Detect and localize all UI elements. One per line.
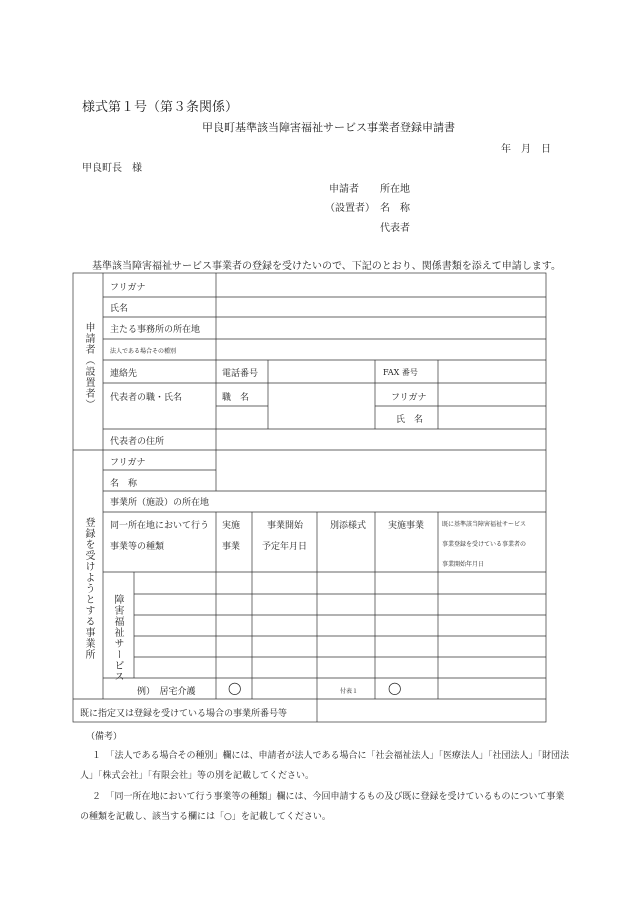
start-date-label-1: 事業開始	[267, 521, 304, 531]
office-furigana-label: フリガナ	[110, 458, 146, 468]
main-office-label: 主たる事務所の所在地	[110, 325, 201, 335]
applicant-name-label: 名 称	[380, 203, 410, 214]
jisshi-label-2: 事業	[222, 542, 241, 552]
service-label: 障害福祉サービス	[112, 594, 123, 682]
existing-label-2: 事業登録を受けている事業者の	[442, 541, 527, 548]
note-1-line-2: 人」「株式会社」「有限会社」等の別を記載してください。	[80, 771, 315, 781]
phone-label: 電話番号	[222, 369, 259, 379]
note-1-line-1: １ 「法人である場合その種別」欄には、申請者が法人である場合に「社会福祉法人」「医療法人」「社団法人」「財団法	[92, 751, 570, 761]
example-mark-implemented: ◯	[228, 681, 242, 695]
note-2-line-2: の種類を記載し、該当する欄には「○」を記載してください。	[80, 812, 331, 822]
existing-label-1: 既に基準該当障害福祉サービス	[442, 521, 527, 528]
contact-label: 連絡先	[110, 369, 138, 379]
existing-office-number-label: 既に指定又は登録を受けている場合の事業所番号等	[80, 709, 288, 719]
name-input-cell[interactable]	[217, 298, 545, 316]
main-office-input-cell[interactable]	[217, 318, 545, 338]
example-mark-service: ◯	[388, 681, 402, 695]
addressee: 甲良町長 様	[82, 163, 142, 174]
fax-label: FAX 番号	[383, 368, 418, 377]
jisshi-jigyo-label: 実施事業	[388, 521, 425, 531]
applicant-label: 申請者	[329, 184, 359, 195]
phone-input-cell[interactable]	[269, 361, 374, 382]
rep-address-label: 代表者の住所	[110, 437, 165, 447]
rep-name-input-cell[interactable]	[439, 407, 545, 428]
post-label: 職 名	[222, 393, 250, 403]
same-location-label-1: 同一所在地において行う	[110, 521, 210, 531]
furigana-label: フリガナ	[110, 283, 146, 293]
start-date-label-2: 予定年月日	[262, 542, 308, 552]
rep-name-label: 氏 名	[396, 415, 424, 425]
same-location-label-2: 事業等の種類	[110, 542, 165, 552]
applicant-location-label: 所在地	[380, 184, 410, 195]
applicant-section-label: 申請者（設置者）	[83, 322, 94, 410]
date-year-label: 年	[501, 144, 511, 155]
office-section-label: 登録を受けようとする事業所	[83, 517, 94, 660]
betten-label: 別添様式	[330, 521, 367, 531]
applicant-representative-label: 代表者	[380, 223, 410, 234]
example-betten: 付表１	[340, 688, 359, 695]
form-number: 様式第１号（第３条関係）	[82, 100, 239, 115]
jisshi-label-1: 実施	[222, 521, 241, 531]
date-month-label: 月	[521, 144, 531, 155]
intro-text: 基準該当障害福祉サービス事業者の登録を受けたいので、下記のとおり、関係書類を添えて申請します。	[92, 261, 561, 272]
existing-label-3: 事業開始年月日	[442, 561, 485, 568]
note-2-line-1: ２ 「同一所在地において行う事業等の種類」欄には、今回申請するもの及び既に登録を受けているものについて事業	[92, 792, 565, 802]
rep-furigana-input-cell[interactable]	[439, 384, 545, 405]
rep-address-input-cell[interactable]	[217, 430, 545, 449]
corp-type-input-cell[interactable]	[217, 340, 545, 359]
example-row-label: 例） 居宅介護	[137, 687, 196, 697]
name-label: 氏名	[110, 304, 129, 314]
notes-heading: （備考）	[86, 732, 123, 742]
installer-label: （設置者）	[325, 203, 375, 214]
rep-title-name-label: 代表者の職・氏名	[110, 393, 183, 403]
office-name-input-cell[interactable]	[217, 451, 545, 490]
page-title: 甲良町基準該当障害福祉サービス事業者登録申請書	[202, 121, 455, 134]
fax-input-cell[interactable]	[439, 361, 545, 382]
corp-type-label: 法人である場合その種別	[110, 348, 177, 355]
office-name-label: 名 称	[110, 479, 138, 489]
office-location-input-cell[interactable]	[217, 492, 545, 511]
post-input-cell[interactable]	[269, 384, 374, 428]
rep-furigana-label: フリガナ	[391, 393, 427, 403]
furigana-input-cell[interactable]	[217, 274, 545, 296]
office-location-label: 事業所（施設）の所在地	[110, 498, 210, 508]
date-day-label: 日	[541, 144, 551, 155]
existing-office-number-input-cell[interactable]	[318, 700, 545, 721]
